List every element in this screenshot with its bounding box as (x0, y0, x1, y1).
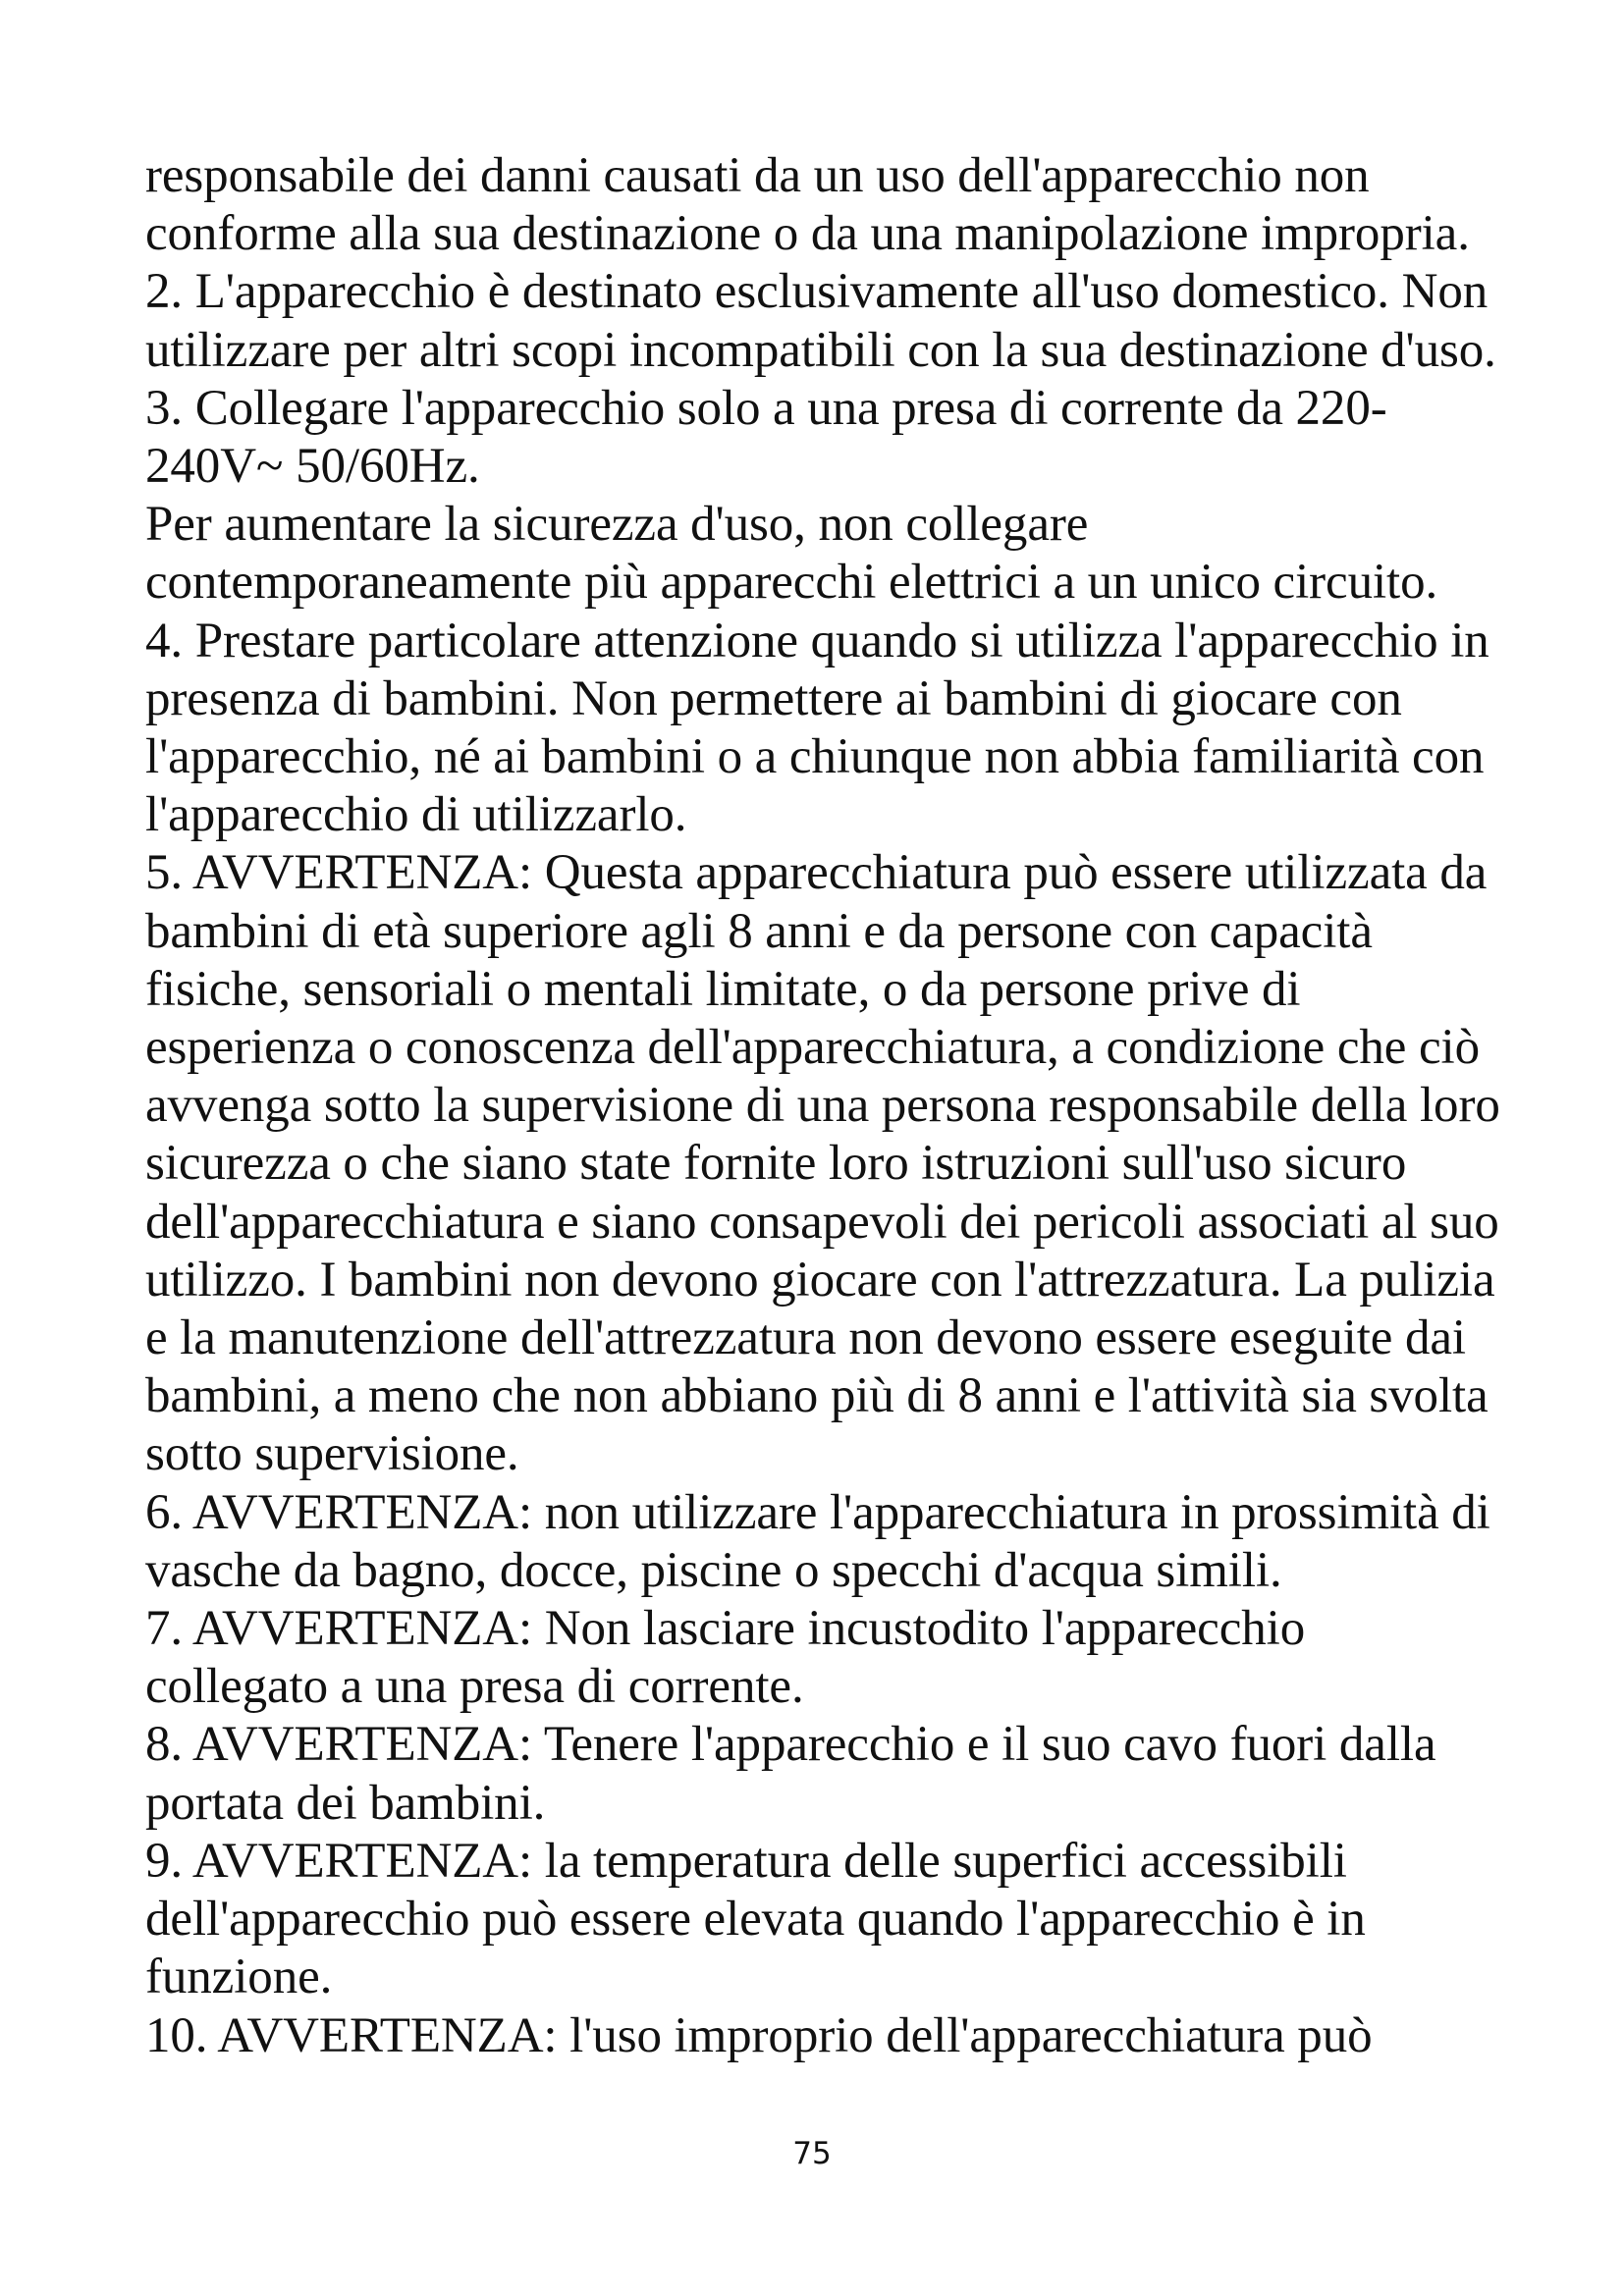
text-line: Per aumentare la sicurezza d'uso, non collegare (145, 497, 1089, 553)
text-line: 2. L'apparecchio è destinato esclusivamente all'uso domestico. Non (145, 264, 1489, 320)
text-line: utilizzo. I bambini non devono giocare con l'attrezzatura. La pulizia (145, 1252, 1495, 1308)
text-line: 4. Prestare particolare attenzione quando si utilizza l'apparecchio in (145, 613, 1489, 668)
text-line: avvenga sotto la supervisione di una persona responsabile della loro (145, 1078, 1500, 1134)
text-line: 10. AVVERTENZA: l'uso improprio dell'apparecchiatura può (145, 2007, 1373, 2063)
text-line: funzione. (145, 1949, 333, 2005)
text-line: 3. Collegare l'apparecchio solo a una presa di corrente da 220- (145, 380, 1387, 436)
text-line: fisiche, sensoriali o mentali limitate, o da persone prive di (145, 961, 1301, 1017)
text-line: collegato a una presa di corrente. (145, 1659, 804, 1715)
text-line: 5. AVVERTENZA: Questa apparecchiatura può essere utilizzata da (145, 845, 1488, 901)
text-line: responsabile dei danni causati da un uso dell'apparecchio non (145, 148, 1370, 203)
text-line: bambini di età superiore agli 8 anni e da persone con capacità (145, 903, 1373, 959)
text-line: esperienza o conoscenza dell'apparecchiatura, a condizione che ciò (145, 1020, 1480, 1076)
text-line: presenza di bambini. Non permettere ai bambini di giocare con (145, 670, 1402, 726)
text-line: conforme alla sua destinazione o da una manipolazione impropria. (145, 206, 1470, 262)
text-line: sicurezza o che siano state fornite loro istruzioni sull'uso sicuro (145, 1136, 1407, 1192)
page-number: 75 (792, 2136, 832, 2171)
text-line: portata dei bambini. (145, 1775, 546, 1831)
text-line: e la manutenzione dell'attrezzatura non devono essere eseguite dai (145, 1310, 1466, 1366)
text-line: 6. AVVERTENZA: non utilizzare l'apparecchiatura in prossimità di (145, 1484, 1490, 1540)
text-line: bambini, a meno che non abbiano più di 8 anni e l'attività sia svolta (145, 1368, 1489, 1424)
text-line: l'apparecchio di utilizzarlo. (145, 787, 687, 843)
body-text (145, 147, 1540, 2065)
text-line: utilizzare per altri scopi incompatibili con la sua destinazione d'uso. (145, 322, 1496, 378)
text-line: vasche da bagno, docce, piscine o specchi d'acqua simili. (145, 1542, 1282, 1598)
text-line: dell'apparecchiatura e siano consapevoli dei pericoli associati al suo (145, 1194, 1499, 1250)
text-line: dell'apparecchio può essere elevata quando l'apparecchio è in (145, 1892, 1366, 1948)
text-line: sotto supervisione. (145, 1426, 519, 1482)
text-line: contemporaneamente più apparecchi elettrici a un unico circuito. (145, 555, 1438, 611)
text-line: l'apparecchio, né ai bambini o a chiunque non abbia familiarità con (145, 729, 1485, 785)
text-line: 9. AVVERTENZA: la temperatura delle superfici accessibili (145, 1833, 1347, 1889)
text-line: 7. AVVERTENZA: Non lasciare incustodito l'apparecchio (145, 1601, 1306, 1657)
text-line: 8. AVVERTENZA: Tenere l'apparecchio e il suo cavo fuori dalla (145, 1717, 1436, 1773)
text-line: 240V~ 50/60Hz. (145, 439, 480, 495)
